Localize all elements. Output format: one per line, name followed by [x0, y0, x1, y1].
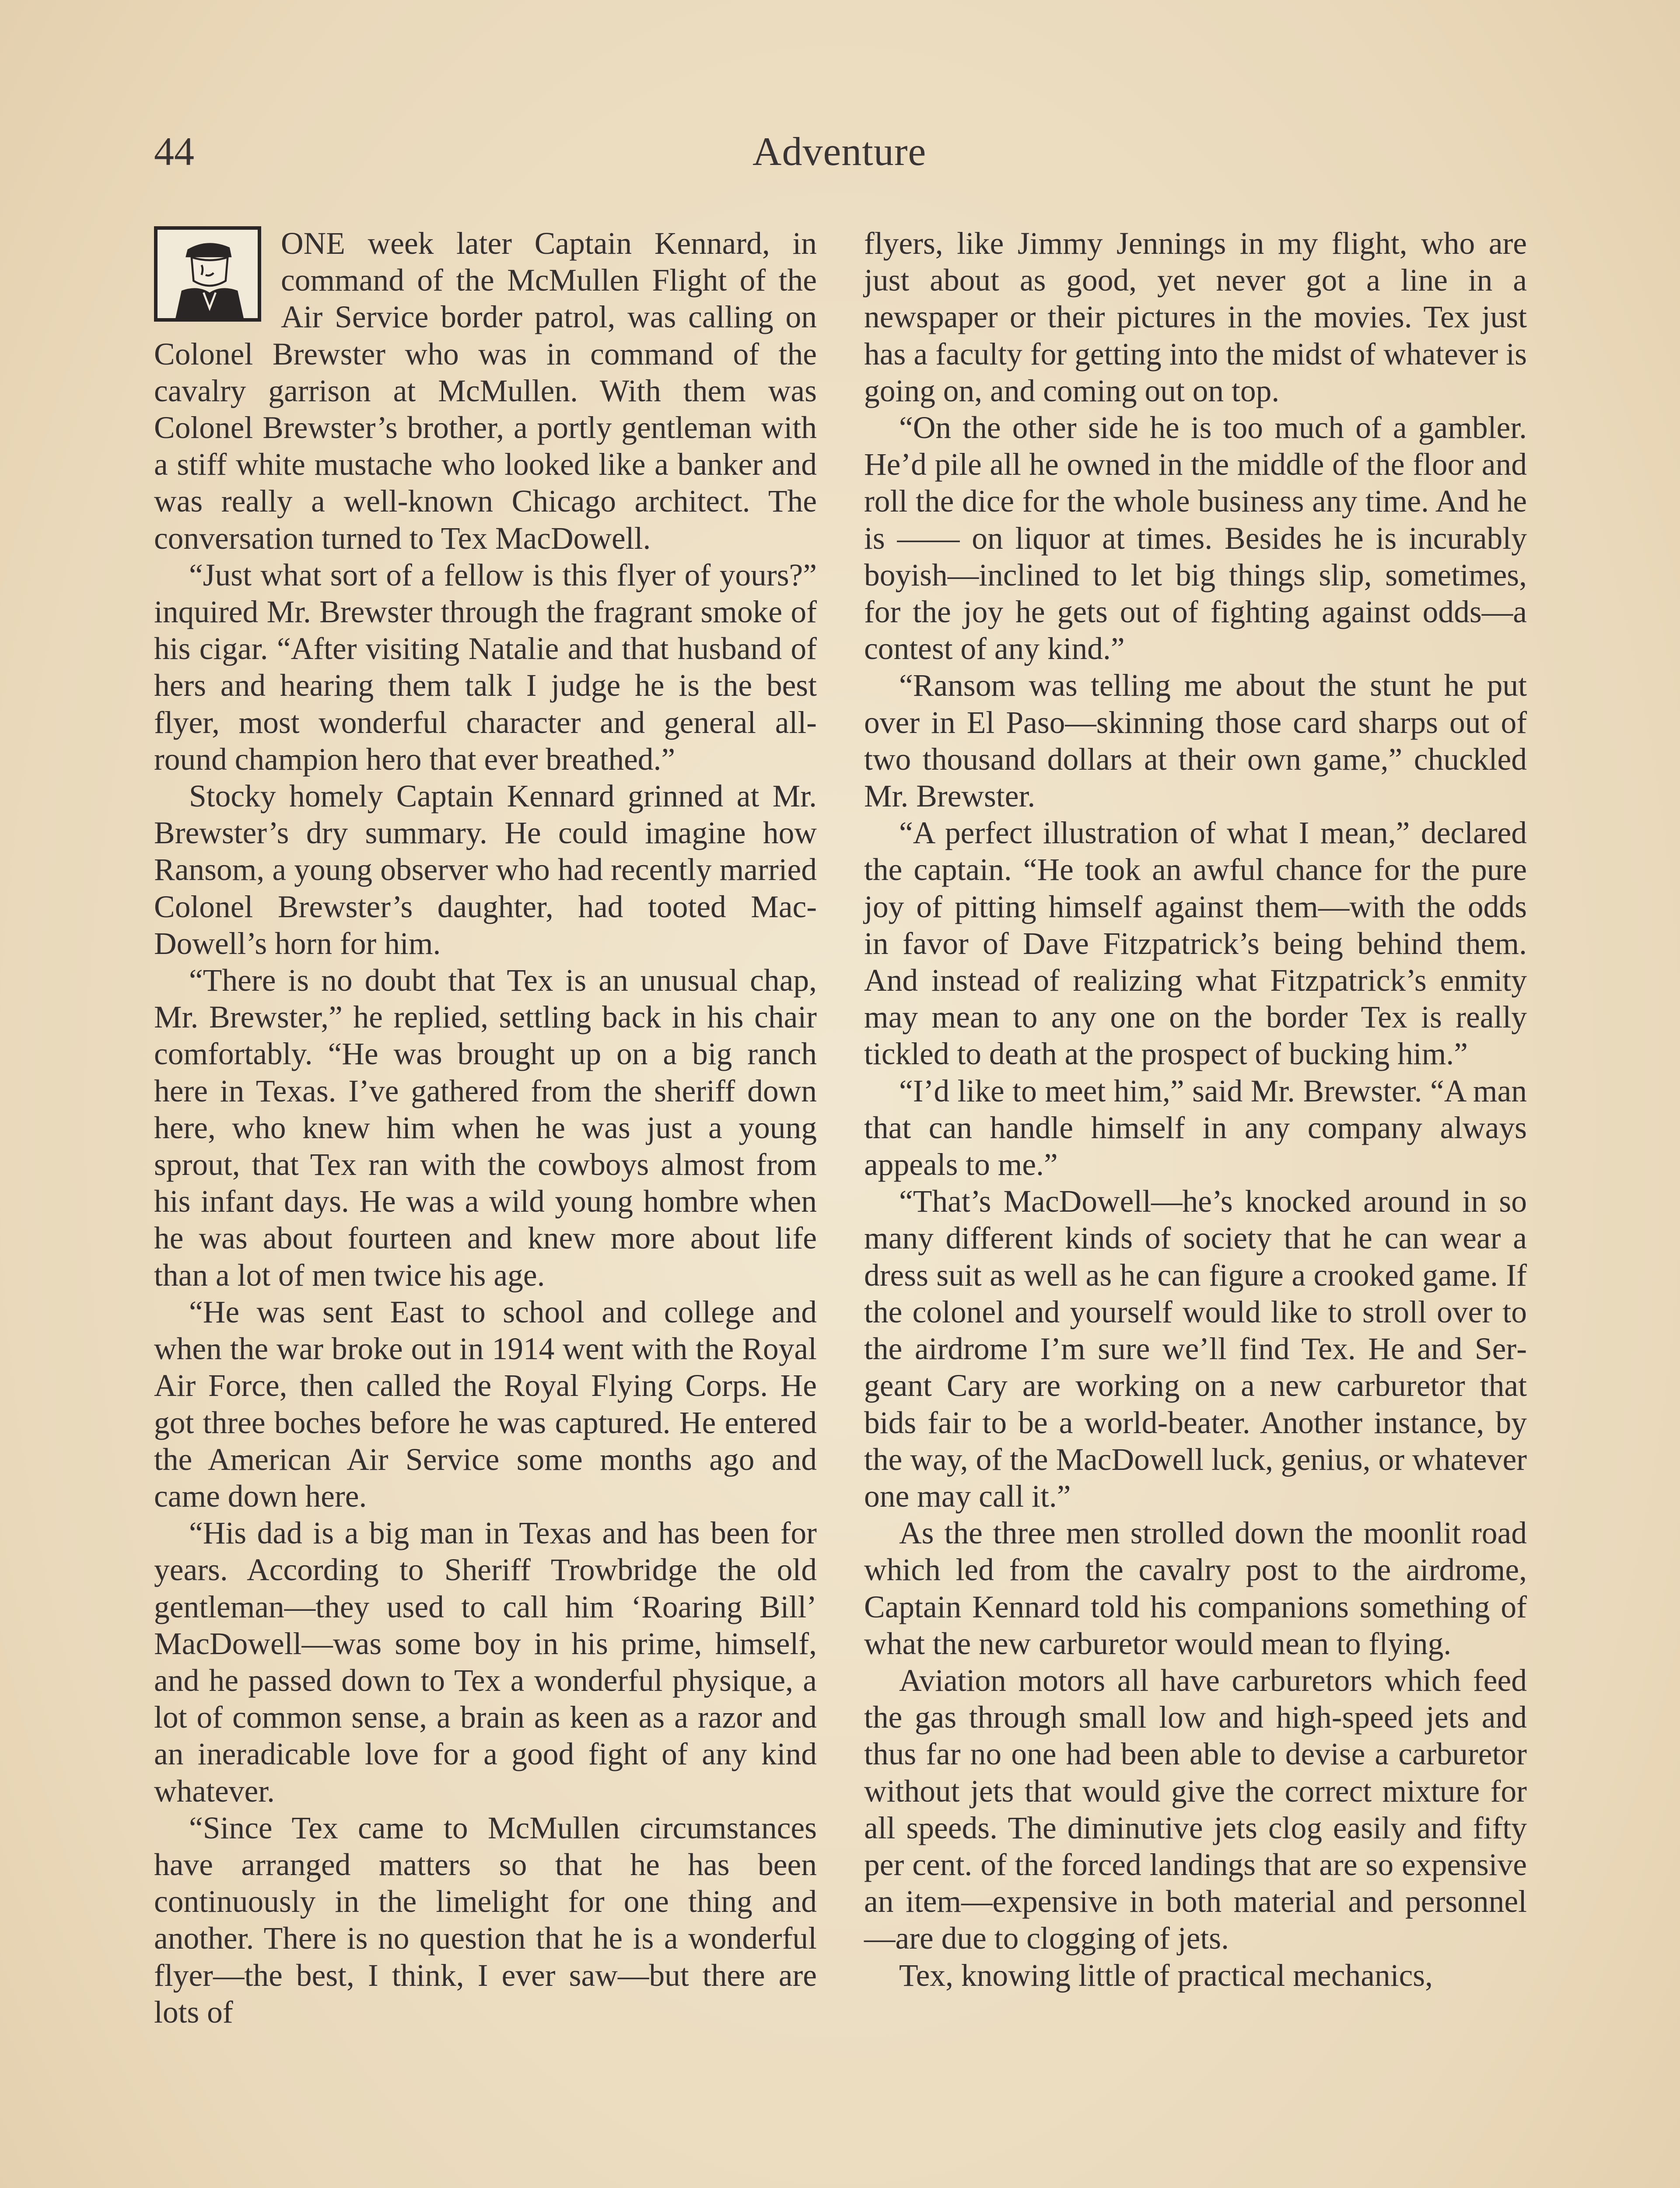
paragraph: “That’s MacDowell—he’s knocked around in so many different kinds of society that he can wear a dress suit as well as he can figure a crooked game. If the colonel and yourself would like to stroll over to the airdrome I’m sure we’ll find Tex. He and Sergeant Cary are working on a new carburetor that bids fair to be a world-beater. Another instance, by the way, of the MacDowell luck, genius, or whatever one may call it.” — [864, 1184, 1527, 1514]
paragraph — [154, 225, 817, 557]
paragraph: “On the other side he is too much of a gambler. He’d pile all he owned in the middle of the floor and roll the dice for the whole business any time. And he is —— on liquor at times. Besides he is incurably boyish—inclined to let big things slip, sometimes, for the joy he gets out of fighting against odds—a contest of any kind.” — [864, 410, 1527, 666]
paragraph: “Just what sort of a fellow is this flyer of yours?” inquired Mr. Brewster through the fragrant smoke of his cigar. “After visiting Natalie and that husband of hers and hearing them talk I judge he is the best flyer, most wonderful character and general all-round champion hero that ever breathed.” — [154, 558, 817, 777]
paragraph: Tex, knowing little of practical mechanics, — [899, 1958, 1433, 1993]
paragraph: flyers, like Jimmy Jennings in my flight, who are just about as good, yet never got a line in a newspaper or their pictures in the movies. Tex just has a faculty for getting into the midst of whatever is going on, and coming out on top. — [864, 226, 1527, 408]
paragraph: “His dad is a big man in Texas and has been for years. According to Sheriff Trowbridge the old gentleman—they used to call him ‘Roaring Bill’ MacDowell—was some boy in his prime, himself, and he passed down to Tex a wonderful physique, a lot of common sense, a brain as keen as a razor and an ineradicable love for a good fight of any kind whatever. — [154, 1516, 817, 1809]
running-head: Adventure — [752, 129, 927, 174]
paragraph: As the three men strolled down the moonlit road which led from the cavalry post to the airdrome, Captain Kennard told his companions something of what the new carburetor would mean to flying. — [864, 1516, 1527, 1661]
paragraph: “Since Tex came to McMullen circumstances have arranged matters so that he has been continuously in the limelight for one thing and another. There is no question that he is a wonderful flyer—the best, I think, I ever saw—but there are lots of — [154, 1810, 817, 2030]
paragraph: “Ransom was telling me about the stunt he put over in El Paso—skinning those card sharps out of two thousand dollars at their own game,” chuckled Mr. Brewster. — [864, 668, 1527, 814]
paragraph: “There is no doubt that Tex is an unusual chap, Mr. Brewster,” he replied, settling back in his chair comfortably. “He was brought up on a big ranch here in Texas. I’ve gathered from the sheriff down here, who knew him when he was just a young sprout, that Tex ran with the cowboys almost from his infant days. He was a wild young hombre when he was about fourteen and knew more about life than a lot of men twice his age. — [154, 963, 817, 1293]
paragraph: “I’d like to meet him,” said Mr. Brewster. “A man that can handle himself in any company always appeals to me.” — [864, 1073, 1527, 1182]
paragraph-text: ONE week later Captain Kennard, in command of the McMullen Flight of the Air Service border patrol, was calling on Colonel Brewster who was in command of the cavalry garrison at McMullen. With them was Colonel Brewster’s brother, a portly gentleman with a stiff white mustache who looked like a banker and was really a well-known Chicago architect. The conversation turned to Tex MacDowell. — [154, 226, 817, 556]
paragraph: Aviation motors all have carburetors which feed the gas through small low and high-speed jets and thus far no one had been able to devise a carburetor without jets that would give the correct mixture for all speeds. The diminutive jets clog easily and fifty per cent. of the forced landings that are so expensive an item—expensive in both material and personnel—are due to clogging of jets. — [864, 1663, 1527, 1956]
left-column — [154, 225, 817, 2031]
paragraph: “A perfect illustration of what I mean,” declared the captain. “He took an awful chance for the pure joy of pitting himself against them—with the odds in favor of Dave Fitzpatrick’s being behind them. And instead of realizing what Fitzpatrick’s enmity may mean to any one on the border Tex is really tickled to death at the prospect of bucking him.” — [864, 816, 1527, 1072]
paragraph: “He was sent East to school and college and when the war broke out in 1914 went with the Royal Air Force, then called the Royal Flying Corps. He got three boches before he was captured. He entered the American Air Service some months ago and came down here. — [154, 1294, 817, 1514]
right-column — [864, 225, 1527, 1994]
paragraph: Stocky homely Captain Kennard grinned at Mr. Brewster’s dry summary. He could imagine how Ransom, a young observer who had recently married Colonel Brewster’s daughter, had tooted MacDowell’s horn for him. — [154, 779, 817, 961]
soldier-portrait-icon — [154, 226, 261, 322]
page-number: 44 — [154, 129, 194, 174]
